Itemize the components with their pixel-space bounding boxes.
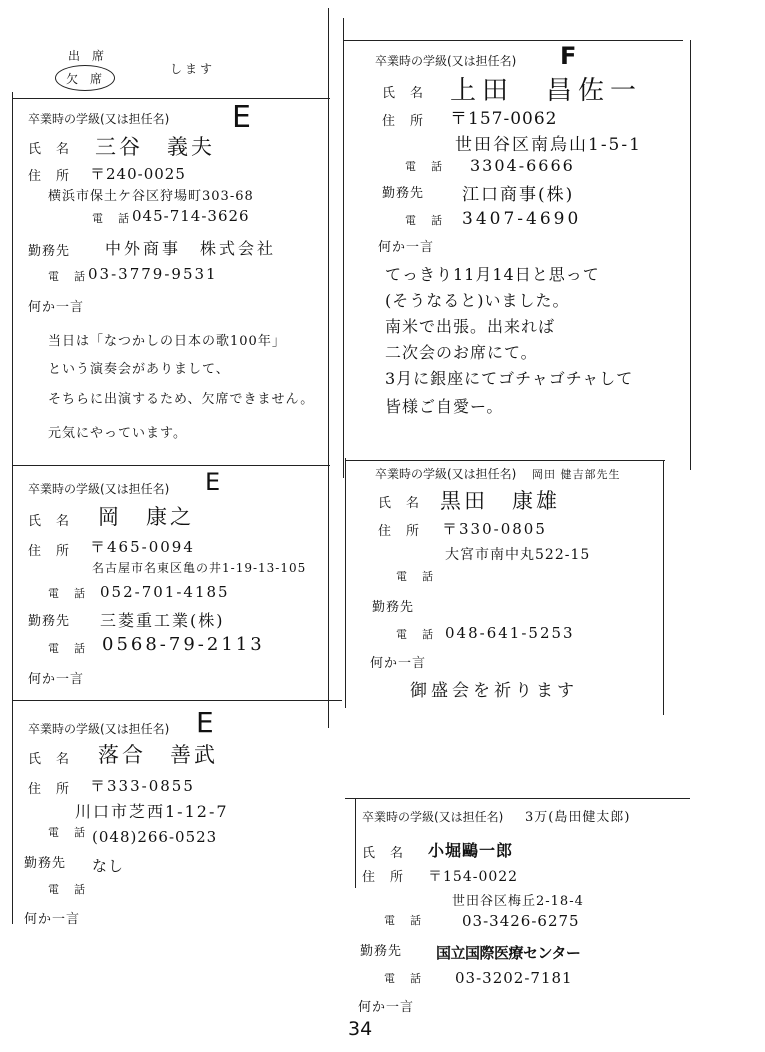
phone-label: 電 話 bbox=[48, 587, 87, 600]
name-label: 氏 名 bbox=[378, 496, 421, 511]
postal-value: 〒154-0022 bbox=[428, 869, 519, 885]
work-value: 三菱重工業(株) bbox=[100, 611, 225, 630]
phone-label: 電 話 bbox=[48, 826, 87, 839]
phone-value: (048)266-0523 bbox=[92, 828, 218, 846]
name-label: 氏 名 bbox=[28, 514, 71, 529]
postal-value: 〒157-0062 bbox=[450, 109, 558, 129]
comment-label: 何か一言 bbox=[28, 672, 85, 687]
work-phone-value: 3407-4690 bbox=[462, 209, 582, 229]
address-label: 住 所 bbox=[28, 169, 71, 184]
attendance-present: 出 席 bbox=[68, 49, 105, 63]
attendance-absent: 欠 席 bbox=[66, 72, 103, 86]
card-header-label: 卒業時の学級(又は担任名) bbox=[375, 54, 517, 68]
comment-line: 南米で出張。出来れば bbox=[385, 317, 556, 336]
phone-value: 03-3426-6275 bbox=[462, 912, 580, 930]
phone-label: 電 話 bbox=[384, 914, 423, 927]
postal-value: 〒330-0805 bbox=[442, 520, 547, 538]
postal-value: 〒240-0025 bbox=[90, 165, 186, 183]
attendance-suffix: します bbox=[170, 62, 216, 76]
comment-line: てっきり11月14日と思って bbox=[385, 265, 600, 284]
work-phone-label: 電 話 bbox=[384, 972, 423, 985]
name-value: 上田 昌佐一 bbox=[450, 76, 643, 106]
phone-label: 電 話 bbox=[92, 212, 131, 225]
work-value: 江口商事(株) bbox=[462, 185, 575, 205]
card-border bbox=[12, 465, 330, 466]
card-header-label: 卒業時の学級(又は担任名) bbox=[362, 810, 504, 824]
postal-value: 〒333-0855 bbox=[90, 777, 195, 795]
page-number: 34 bbox=[348, 1018, 373, 1040]
work-phone-value: 03-3202-7181 bbox=[455, 969, 573, 987]
work-phone-value: 03-3779-9531 bbox=[88, 265, 218, 283]
address-label: 住 所 bbox=[28, 782, 71, 797]
comment-label: 何か一言 bbox=[358, 1000, 415, 1015]
work-label: 勤務先 bbox=[360, 944, 403, 959]
comment-line: 3月に銀座にてゴチャゴチャして bbox=[385, 369, 634, 388]
address-label: 住 所 bbox=[378, 524, 421, 539]
work-value: 中外商事 株式会社 bbox=[105, 239, 277, 258]
address-label: 住 所 bbox=[362, 870, 405, 885]
address-value: 大宮市南中丸522-15 bbox=[445, 547, 591, 563]
name-value: 落合 善武 bbox=[98, 743, 218, 767]
phone-value: 045-714-3626 bbox=[132, 207, 250, 225]
comment-line: 御盛会を祈ります bbox=[410, 681, 578, 701]
work-value: 国立国際医療センター bbox=[436, 944, 581, 962]
comment-line: という演奏会がありまして、 bbox=[48, 362, 230, 377]
work-phone-label: 電 話 bbox=[48, 270, 87, 283]
card-border bbox=[663, 460, 664, 715]
postal-value: 〒465-0094 bbox=[90, 538, 195, 556]
card-grade: F bbox=[560, 42, 577, 70]
card-grade: 岡田 健吉部先生 bbox=[532, 468, 621, 481]
card-border bbox=[690, 40, 691, 470]
name-value: 黒田 康雄 bbox=[440, 489, 560, 513]
card-border bbox=[343, 40, 683, 41]
name-value: 小堀鷗一郎 bbox=[428, 841, 514, 860]
comment-line: 皆様ご自愛ー。 bbox=[385, 397, 504, 416]
comment-line: 二次会のお席にて。 bbox=[385, 343, 538, 362]
comment-label: 何か一言 bbox=[370, 656, 427, 671]
address-value: 名古屋市名東区亀の井1-19-13-105 bbox=[92, 561, 307, 575]
card-grade: 3万(島田健太郎) bbox=[525, 810, 631, 825]
address-value: 世田谷区南烏山1-5-1 bbox=[455, 135, 642, 155]
work-label: 勤務先 bbox=[28, 614, 71, 629]
work-value: なし bbox=[92, 857, 125, 875]
phone-label: 電 話 bbox=[405, 160, 444, 173]
card-border bbox=[343, 18, 344, 478]
card-grade: E bbox=[205, 468, 221, 496]
address-label: 住 所 bbox=[382, 114, 425, 129]
card-header-label: 卒業時の学級(又は担任名) bbox=[28, 112, 170, 126]
work-phone-label: 電 話 bbox=[48, 642, 87, 655]
work-phone-value: 0568-79-2113 bbox=[102, 634, 265, 655]
card-border bbox=[345, 458, 346, 708]
card-header-label: 卒業時の学級(又は担任名) bbox=[375, 467, 517, 481]
comment-line: (そうなると)いました。 bbox=[385, 291, 570, 310]
card-border bbox=[345, 460, 665, 461]
work-label: 勤務先 bbox=[24, 856, 67, 871]
name-value: 三谷 義夫 bbox=[95, 135, 215, 159]
card-grade: E bbox=[232, 100, 251, 135]
work-phone-label: 電 話 bbox=[405, 214, 444, 227]
phone-value: 052-701-4185 bbox=[100, 583, 230, 601]
comment-label: 何か一言 bbox=[24, 912, 81, 927]
work-label: 勤務先 bbox=[382, 186, 425, 201]
work-label: 勤務先 bbox=[28, 244, 71, 259]
card-border bbox=[345, 798, 690, 799]
work-label: 勤務先 bbox=[372, 600, 415, 615]
address-value: 川口市芝西1-12-7 bbox=[75, 802, 229, 821]
comment-label: 何か一言 bbox=[378, 240, 435, 255]
work-phone-label: 電 話 bbox=[48, 883, 87, 896]
name-label: 氏 名 bbox=[28, 752, 71, 767]
name-label: 氏 名 bbox=[382, 86, 425, 101]
name-label: 氏 名 bbox=[362, 846, 405, 861]
comment-line: 当日は「なつかしの日本の歌100年」 bbox=[48, 334, 286, 349]
address-value: 横浜市保土ケ谷区狩場町303-68 bbox=[48, 189, 254, 204]
name-label: 氏 名 bbox=[28, 142, 71, 157]
card-header-label: 卒業時の学級(又は担任名) bbox=[28, 482, 170, 496]
card-border bbox=[355, 798, 356, 888]
comment-line: 元気にやっています。 bbox=[48, 426, 187, 441]
comment-line: そちらに出演するため、欠席できません。 bbox=[48, 392, 315, 407]
card-border bbox=[12, 700, 342, 701]
work-phone-label: 電 話 bbox=[396, 628, 435, 641]
left-border bbox=[12, 92, 13, 924]
name-value: 岡 康之 bbox=[98, 505, 194, 529]
address-label: 住 所 bbox=[28, 544, 71, 559]
card-border bbox=[12, 98, 330, 99]
address-value: 世田谷区梅丘2-18-4 bbox=[452, 894, 584, 909]
comment-label: 何か一言 bbox=[28, 300, 85, 315]
phone-label: 電 話 bbox=[396, 570, 435, 583]
phone-value: 3304-6666 bbox=[470, 156, 575, 175]
center-divider bbox=[328, 8, 329, 728]
work-phone-value: 048-641-5253 bbox=[445, 624, 575, 642]
card-header-label: 卒業時の学級(又は担任名) bbox=[28, 722, 170, 736]
card-grade: E bbox=[196, 706, 214, 739]
